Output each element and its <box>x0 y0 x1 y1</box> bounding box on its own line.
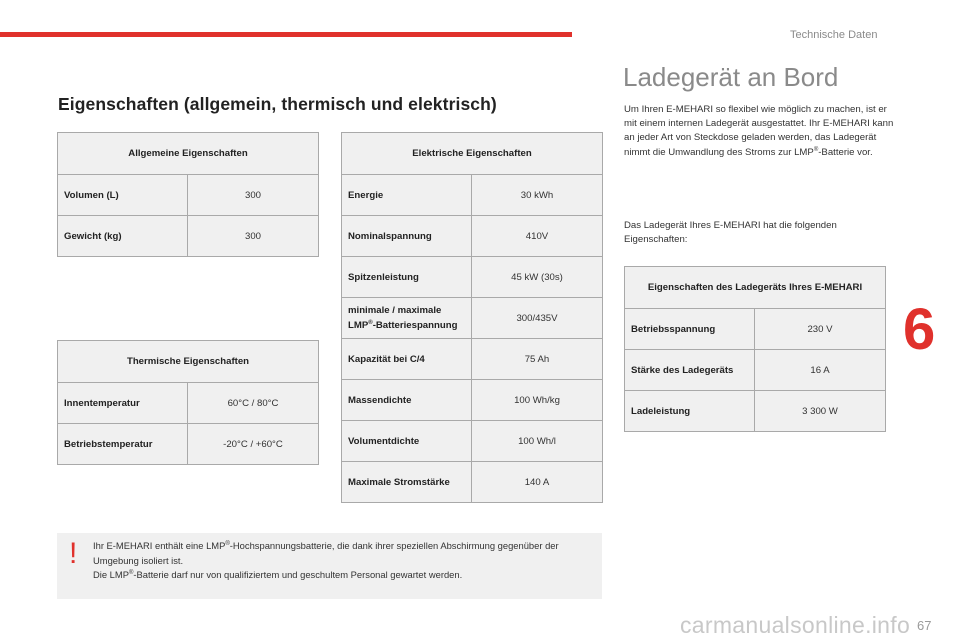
thermal-properties-table <box>57 340 319 465</box>
row-label: Betriebstemperatur <box>58 424 188 465</box>
row-label: Betriebsspannung <box>625 309 755 350</box>
row-value: -20°C / +60°C <box>188 424 319 465</box>
table-row <box>58 216 319 257</box>
top-accent-bar <box>0 32 572 37</box>
row-label-line1: minimale / maximale <box>348 305 442 316</box>
page-number: 67 <box>917 618 932 633</box>
table-title: Elektrische Eigenschaften <box>342 133 603 175</box>
row-value: 410V <box>472 216 603 257</box>
table-row <box>342 421 603 462</box>
row-value: 30 kWh <box>472 175 603 216</box>
row-label: Ladeleistung <box>625 391 755 432</box>
row-label-line2-a: LMP <box>348 320 369 331</box>
section-label: Technische Daten <box>790 29 878 41</box>
main-heading: Eigenschaften (allgemein, thermisch und elektrisch) <box>58 94 497 114</box>
row-value: 75 Ah <box>472 339 603 380</box>
row-value: 100 Wh/l <box>472 421 603 462</box>
warning-text-part: -Hochspannungsbatterie, die dank ihrer speziellen Abschirmung gegenüber der Umgebung isoliert ist. <box>93 540 559 566</box>
row-label: Kapazität bei C/4 <box>342 339 472 380</box>
row-label: Maximale Stromstärke <box>342 462 472 503</box>
warning-notice <box>57 533 602 599</box>
registered-mark: ® <box>128 570 134 577</box>
row-value: 16 A <box>755 350 886 391</box>
warning-text-part: Ihr E-MEHARI enthält eine LMP <box>93 540 226 551</box>
table-row <box>342 339 603 380</box>
electric-properties-table <box>341 132 603 503</box>
general-properties-table <box>57 132 319 257</box>
warning-icon: ! <box>69 537 78 570</box>
table-title: Eigenschaften des Ladegeräts Ihres E-MEHARI <box>625 267 886 309</box>
row-value: 300 <box>188 175 319 216</box>
row-label <box>342 298 472 339</box>
table-row <box>625 350 886 391</box>
row-value: 300/435V <box>472 298 603 339</box>
charger-heading: Ladegerät an Bord <box>623 62 839 92</box>
table-row <box>625 391 886 432</box>
row-value: 300 <box>188 216 319 257</box>
table-row <box>58 383 319 424</box>
row-value: 45 kW (30s) <box>472 257 603 298</box>
table-row <box>342 216 603 257</box>
row-value: 230 V <box>755 309 886 350</box>
row-value: 100 Wh/kg <box>472 380 603 421</box>
table-row <box>625 309 886 350</box>
row-label-line2-b: -Batteriespannung <box>372 320 458 331</box>
row-label: Stärke des Ladegeräts <box>625 350 755 391</box>
row-label: Massendichte <box>342 380 472 421</box>
charger-properties-intro: Das Ladegerät Ihres E-MEHARI hat die folgenden Eigenschaften: <box>624 220 837 246</box>
row-label: Gewicht (kg) <box>58 216 188 257</box>
watermark: carmanualsonline.info <box>680 612 911 638</box>
table-row <box>342 257 603 298</box>
table-title: Thermische Eigenschaften <box>58 341 319 383</box>
row-label: Nominalspannung <box>342 216 472 257</box>
table-row <box>342 380 603 421</box>
registered-mark: ® <box>368 319 373 326</box>
warning-text-part: -Batterie darf nur von qualifiziertem und geschultem Personal gewartet werden. <box>133 569 463 581</box>
warning-text <box>93 539 593 583</box>
charger-intro-text: Um Ihren E-MEHARI so flexibel wie möglich zu machen, ist er mit einem internen Ladegerät ausgestattet. Ihr E-MEHARI kann an jeder Art von Steckdose geladen werden, das Ladegerät nimmt die Umwandlung des Stroms zur LMP <box>624 104 894 158</box>
row-label: Energie <box>342 175 472 216</box>
table-row <box>342 462 603 503</box>
registered-mark: ® <box>225 540 230 547</box>
row-label: Volumentdichte <box>342 421 472 462</box>
table-row <box>342 175 603 216</box>
table-row <box>342 298 603 339</box>
row-value: 140 A <box>472 462 603 503</box>
row-value: 60°C / 80°C <box>188 383 319 424</box>
charger-intro-paragraph <box>624 103 894 160</box>
table-row <box>58 175 319 216</box>
table-row <box>58 424 319 465</box>
row-label: Spitzenleistung <box>342 257 472 298</box>
chapter-number: 6 <box>903 297 936 362</box>
row-label-text <box>348 303 457 333</box>
row-value: 3 300 W <box>755 391 886 432</box>
table-title: Allgemeine Eigenschaften <box>58 133 319 175</box>
row-label: Volumen (L) <box>58 175 188 216</box>
registered-mark: ® <box>813 146 819 153</box>
charger-properties-table <box>624 266 886 432</box>
warning-text-part: Die LMP <box>93 569 129 581</box>
charger-intro-text-end: -Batterie vor. <box>818 146 873 158</box>
row-label: Innentemperatur <box>58 383 188 424</box>
